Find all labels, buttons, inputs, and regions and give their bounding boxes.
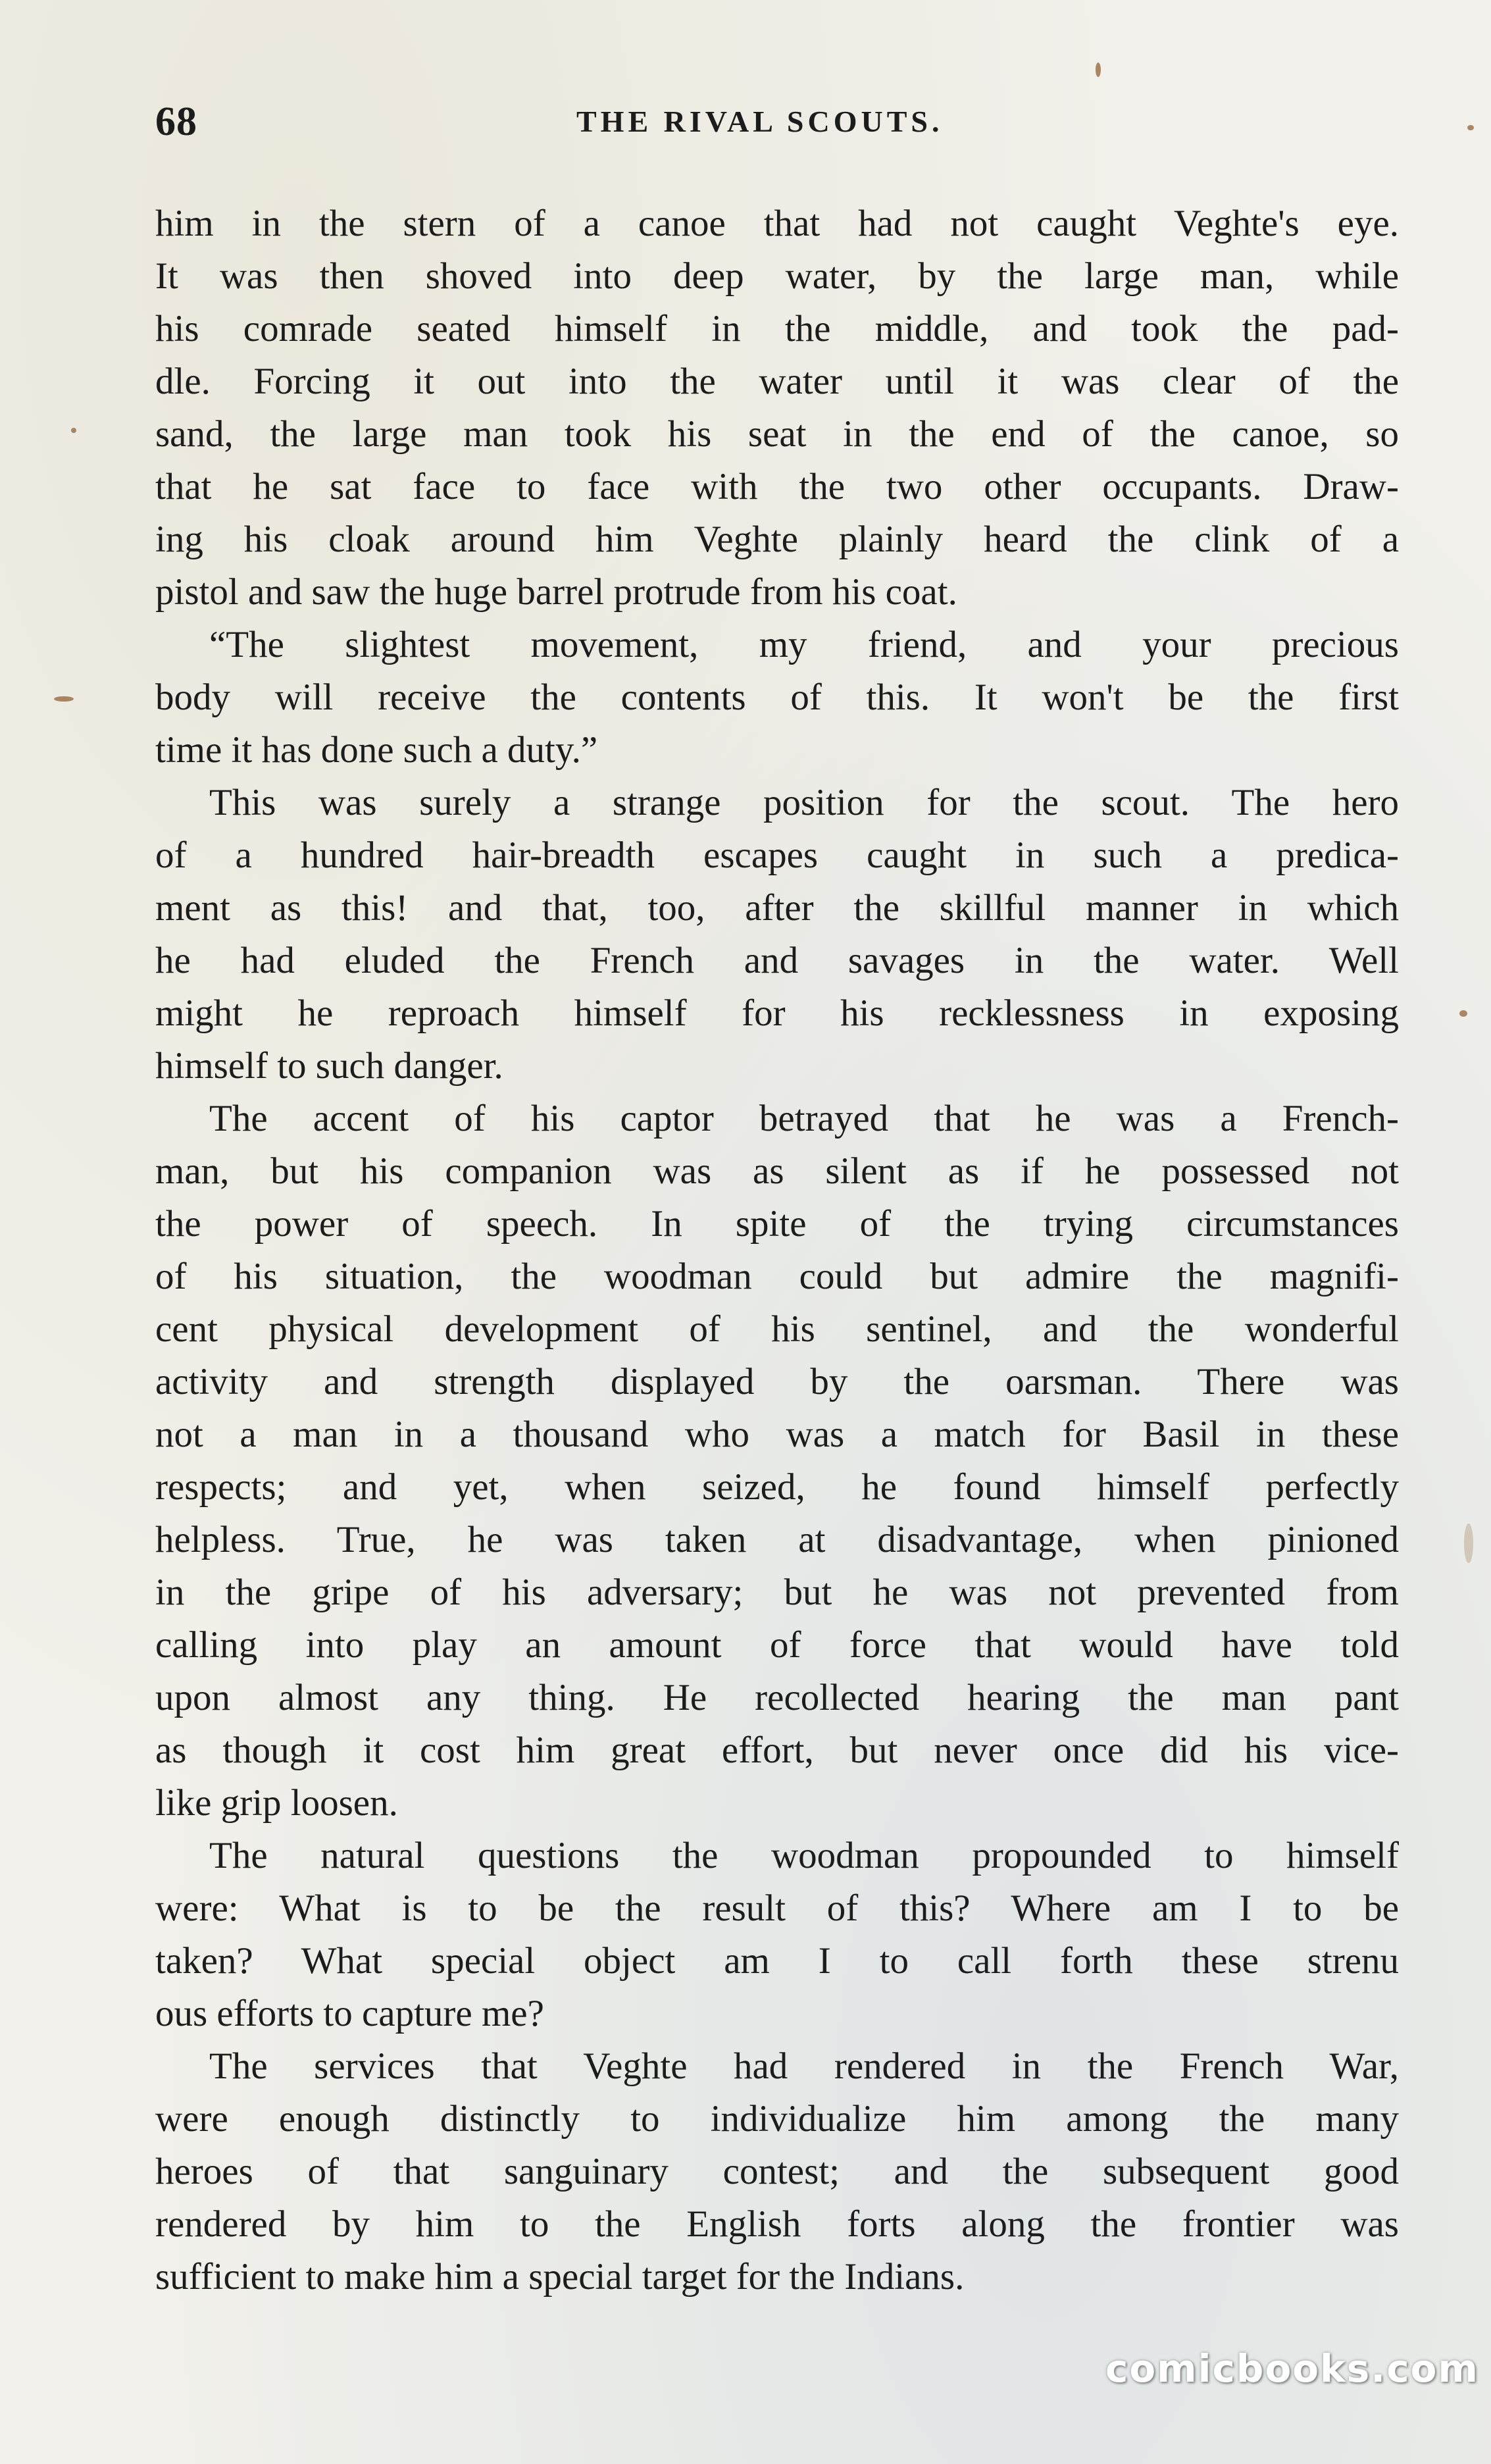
page-number: 68: [155, 99, 197, 144]
text-line: ing his cloak around him Veghte plainly heard the clink of a: [155, 519, 1399, 560]
text-line: him in the stern of a canoe that had not caught Veghte's eye.: [155, 203, 1399, 244]
text-line: were: What is to be the result of this? Where am I to be: [155, 1887, 1399, 1929]
text-line: taken? What special object am I to call forth these strenu: [155, 1940, 1399, 1982]
text-line: the power of speech. In spite of the trying circumstances: [155, 1203, 1399, 1245]
text-line: heroes of that sanguinary contest; and the subsequent good: [155, 2151, 1399, 2192]
text-line: This was surely a strange position for the scout. The hero: [209, 782, 1399, 823]
text-line: man, but his companion was as silent as if he possessed not: [155, 1150, 1399, 1192]
text-line: pistol and saw the huge barrel protrude from his coat.: [155, 571, 957, 613]
text-line: might he reproach himself for his recklessness in exposing: [155, 992, 1399, 1034]
text-line: time it has done such a duty.”: [155, 729, 598, 771]
body-text: [155, 197, 1399, 2303]
text-line: ous efforts to capture me?: [155, 1993, 544, 2034]
text-line: of a hundred hair-breadth escapes caught in such a predica-: [155, 834, 1399, 876]
text-line: not a man in a thousand who was a match for Basil in these: [155, 1414, 1399, 1455]
text-line: were enough distinctly to individualize him among the many: [155, 2098, 1399, 2140]
text-line: like grip loosen.: [155, 1782, 398, 1824]
text-line: calling into play an amount of force that would have told: [155, 1624, 1399, 1666]
text-line: activity and strength displayed by the oarsman. There was: [155, 1361, 1399, 1402]
text-line: himself to such danger.: [155, 1045, 503, 1087]
text-line: rendered by him to the English forts along the frontier was: [155, 2203, 1399, 2245]
text-line: “The slightest movement, my friend, and your precious: [209, 624, 1399, 665]
text-line: dle. Forcing it out into the water until it was clear of the: [155, 361, 1399, 402]
text-line: body will receive the contents of this. It won't be the first: [155, 677, 1399, 718]
paper-speck: [1096, 63, 1101, 77]
text-line: The services that Veghte had rendered in the French War,: [209, 2045, 1399, 2087]
text-line: respects; and yet, when seized, he found himself perfectly: [155, 1466, 1399, 1508]
paper-speck: [1464, 1524, 1473, 1563]
text-line: of his situation, the woodman could but admire the magnifi-: [155, 1256, 1399, 1297]
paper-speck: [54, 696, 74, 702]
paper-speck: [1467, 125, 1474, 130]
paper-speck: [1459, 1010, 1467, 1017]
text-line: he had eluded the French and savages in the water. Well: [155, 940, 1399, 981]
text-line: that he sat face to face with the two other occupants. Draw-: [155, 466, 1399, 507]
text-line: cent physical development of his sentinel, and the wonderful: [155, 1308, 1399, 1350]
text-line: upon almost any thing. He recollected hearing the man pant: [155, 1677, 1399, 1718]
text-line: It was then shoved into deep water, by the large man, while: [155, 255, 1399, 297]
text-line: as though it cost him great effort, but never once did his vice-: [155, 1730, 1399, 1771]
text-line: The accent of his captor betrayed that he was a French-: [209, 1098, 1399, 1139]
running-title: THE RIVAL SCOUTS.: [576, 105, 944, 138]
page-header: [155, 99, 1405, 151]
watermark: comicbooks.com: [1105, 2346, 1479, 2391]
text-line: ment as this! and that, too, after the skillful manner in which: [155, 887, 1399, 929]
text-line: his comrade seated himself in the middle, and took the pad-: [155, 308, 1399, 349]
text-line: sand, the large man took his seat in the end of the canoe, so: [155, 413, 1399, 455]
text-line: helpless. True, he was taken at disadvantage, when pinioned: [155, 1519, 1399, 1560]
text-line: sufficient to make him a special target for the Indians.: [155, 2256, 965, 2297]
text-line: The natural questions the woodman propounded to himself: [209, 1835, 1399, 1876]
text-line: in the gripe of his adversary; but he was not prevented from: [155, 1572, 1399, 1613]
paper-speck: [71, 428, 76, 433]
